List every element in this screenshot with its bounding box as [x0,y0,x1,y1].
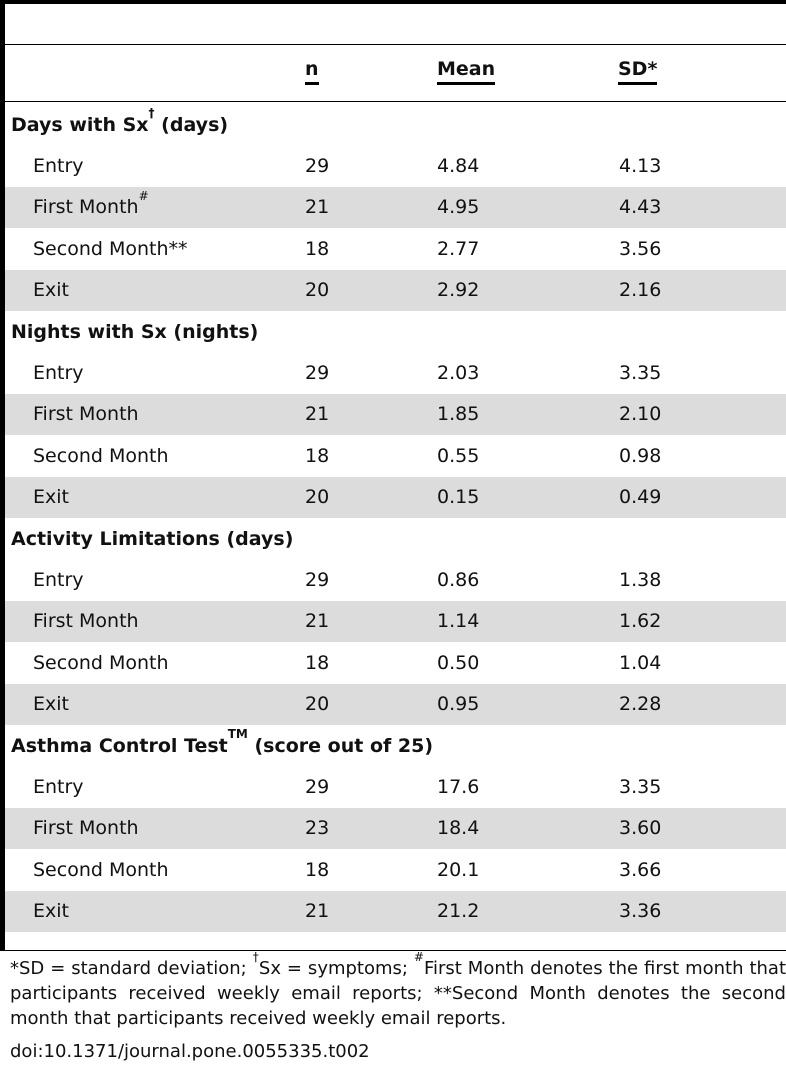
column-header-sd-underline [618,82,657,85]
table-row [5,352,786,393]
header-bottom-rule [0,101,786,102]
section-header [5,518,786,559]
cell-sd: 1.62 [619,610,662,633]
footnote-part-1: *SD = standard deviation; [10,958,253,979]
row-label [33,445,169,467]
row-label-text: First Month [33,610,139,633]
column-header-n [305,58,319,85]
footnote [10,950,786,1031]
row-label-text: Exit [33,900,69,923]
table-row [5,766,786,807]
cell-n: 18 [305,444,330,467]
section-title-suffix: (score out of 25) [247,734,434,757]
cell-n: 23 [305,817,330,840]
cell-sd: 3.60 [619,817,662,840]
row-label-text: Second Month [33,651,169,674]
cell-mean: 0.55 [437,444,480,467]
row-label [33,362,84,384]
column-header-mean-underline [437,82,495,85]
row-label-text: Second Month** [33,237,188,260]
top-rule [0,0,786,4]
section-title-sup: † [148,106,155,121]
cell-n: 18 [305,651,330,674]
section-title-sup: TM [227,727,248,742]
section-header [5,104,786,145]
cell-sd: 0.49 [619,486,662,509]
cell-mean: 0.95 [437,693,480,716]
cell-sd: 3.56 [619,237,662,260]
cell-sd: 3.35 [619,775,662,798]
cell-mean: 0.50 [437,651,480,674]
header-top-rule [0,44,786,45]
section-title-text: Asthma Control Test [11,734,228,757]
cell-n: 21 [305,403,330,426]
column-header-sd [618,58,657,85]
section-title-text: Nights with Sx (nights) [11,320,259,343]
cell-n: 20 [305,693,330,716]
section-title-suffix: (days) [154,113,229,136]
cell-mean: 0.86 [437,568,480,591]
table-row [5,477,786,518]
cell-sd: 4.43 [619,196,662,219]
row-label [33,610,139,632]
cell-mean: 1.85 [437,403,480,426]
cell-mean: 1.14 [437,610,480,633]
row-label-text: First Month [33,403,139,426]
footnote-sup-2: # [413,950,424,964]
cell-sd: 2.16 [619,279,662,302]
row-label [33,486,69,508]
column-header-mean-text: Mean [437,58,496,80]
cell-mean: 4.95 [437,196,480,219]
cell-sd: 4.13 [619,154,662,177]
row-label-text: First Month [33,817,139,840]
row-label-text: First Month [33,196,139,219]
table-row [5,808,786,849]
cell-n: 21 [305,610,330,633]
cell-n: 20 [305,486,330,509]
cell-sd: 3.66 [619,858,662,881]
cell-mean: 18.4 [437,817,480,840]
section-title [11,727,434,757]
cell-sd: 1.38 [619,568,662,591]
table-row [5,270,786,311]
cell-mean: 0.15 [437,486,480,509]
row-label-text: Exit [33,486,69,509]
row-label-text: Entry [33,775,84,798]
table-row [5,559,786,600]
cell-sd: 2.28 [619,693,662,716]
table-row [5,145,786,186]
cell-n: 29 [305,568,330,591]
table-row [5,601,786,642]
cell-n: 20 [305,279,330,302]
cell-sd: 3.35 [619,361,662,384]
cell-n: 21 [305,196,330,219]
cell-sd: 3.36 [619,900,662,923]
row-label [33,817,139,839]
cell-mean: 2.03 [437,361,480,384]
footnote-part-2: Sx = symptoms; [258,958,414,979]
cell-n: 18 [305,237,330,260]
section-title [11,321,258,343]
cell-n: 21 [305,900,330,923]
table-row [5,849,786,890]
cell-n: 29 [305,361,330,384]
cell-n: 29 [305,775,330,798]
section-header [5,311,786,352]
cell-sd: 1.04 [619,651,662,674]
cell-mean: 17.6 [437,775,480,798]
cell-mean: 4.84 [437,154,480,177]
doi-text: doi:10.1371/journal.pone.0055335.t002 [10,1041,370,1062]
table-row [5,891,786,932]
row-label [33,279,69,301]
table-row [5,394,786,435]
section-header [5,725,786,766]
section-title [11,106,229,136]
table-row [5,642,786,683]
table-row [5,228,786,269]
column-header-n-text: n [305,58,319,80]
row-label [33,403,139,425]
column-header-n-underline [305,82,319,85]
cell-mean: 2.77 [437,237,480,260]
footnote-part-3: First Month denotes the first month that participants received weekly email reports; **Second Month denotes the second month that participants received weekly email reports. [10,958,786,1029]
row-label-sup: # [138,188,149,203]
table-row [5,684,786,725]
row-label-text: Exit [33,279,69,302]
row-label [33,859,169,881]
row-label-text: Entry [33,361,84,384]
column-header-mean [437,58,495,85]
cell-sd: 0.98 [619,444,662,467]
column-header-sd-text: SD* [618,58,658,80]
cell-mean: 21.2 [437,900,480,923]
table-row [5,187,786,228]
section-title-text: Days with Sx [11,113,149,136]
row-label [33,900,69,922]
section-title [11,528,293,550]
row-label-text: Entry [33,154,84,177]
footnote-sup-1: † [252,950,259,964]
row-label-text: Second Month [33,858,169,881]
row-label [33,693,69,715]
row-label-text: Second Month [33,444,169,467]
table-row [5,435,786,476]
footnote-text [10,950,786,1031]
table-bottom-rule [0,950,786,951]
row-label [33,188,149,219]
row-label [33,238,188,260]
row-label [33,155,84,177]
row-label [33,652,169,674]
section-title-text: Activity Limitations (days) [11,527,294,550]
cell-n: 18 [305,858,330,881]
row-label-text: Exit [33,693,69,716]
cell-mean: 20.1 [437,858,480,881]
row-label [33,569,84,591]
cell-mean: 2.92 [437,279,480,302]
row-label-text: Entry [33,568,84,591]
cell-sd: 2.10 [619,403,662,426]
row-label [33,776,84,798]
cell-n: 29 [305,154,330,177]
